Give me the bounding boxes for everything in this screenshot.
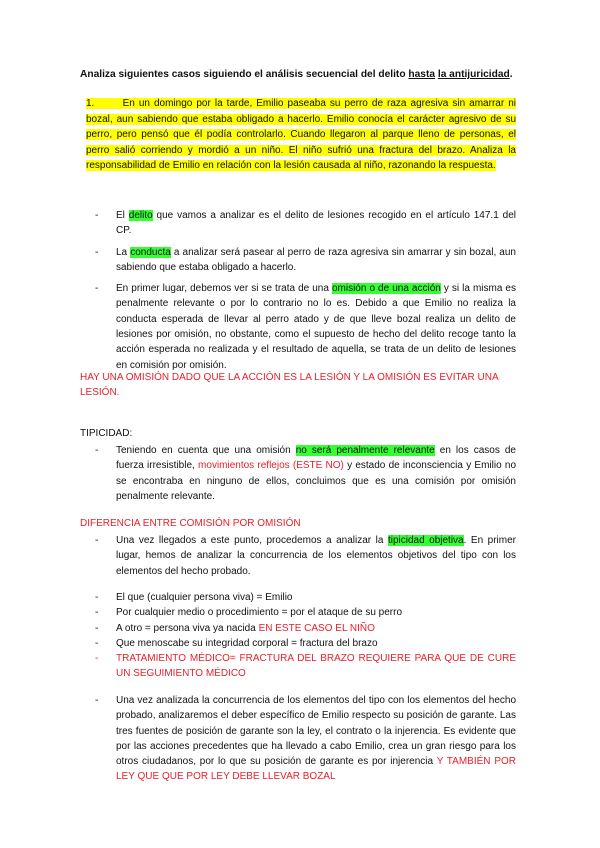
element-item — [86, 605, 516, 620]
title-underlined-hasta: hasta — [408, 69, 436, 80]
red-annotation-nino: EN ESTE CASO EL NIÑO — [258, 622, 375, 634]
highlight-conducta: conducta — [130, 246, 171, 258]
item-text: que vamos a analizar es el delito de lesiones recogido en el artículo 147.1 del CP. — [116, 210, 516, 237]
element-item — [86, 621, 516, 636]
item-text: La — [116, 246, 131, 258]
bullet-dash: - — [95, 283, 99, 295]
diferencia-heading: DIFERENCIA ENTRE COMISIÓN POR OMISIÓN — [80, 518, 301, 529]
highlight-tipicidad-objetiva: tipicidad objetiva — [387, 535, 464, 546]
tipicidad-heading: TIPICIDAD: — [80, 428, 133, 439]
bullet-dash: - — [95, 637, 99, 649]
list-item-garante — [86, 693, 516, 785]
list-item-tipicidad — [86, 443, 516, 504]
list-item-conducta — [86, 245, 516, 276]
analysis-list — [86, 208, 516, 373]
item-text: y si la misma es penalmente relevante o por lo contrario no lo es. Debido a que Emilio no realiza la conducta esperada de llevar al perro atado y de que lleve bozal realiza un delito de lesiones por omisión, no obstante, como el supuesto de hecho del delito recoge tanto la acción esperada no realizada y el resultado de aquella, se trata de un delito de lesiones en comisión por omisión. — [116, 283, 516, 371]
item-text: Una vez analizada la concurrencia de los elementos del tipo con los elementos del hecho probado, analizaremos el deber específico de Emilio respecto su posición de garante. Las tres fuentes de posición de garante son la ley, el contrato o la injerencia. Es evidente que por las acciones precedentes que ha llevado a cabo Emilio, crea un gran riesgo para los otros ciudadanos, por lo que su posición de garante es por injerencia — [116, 695, 516, 768]
bullet-dash: - — [95, 653, 99, 665]
list-item-delito — [86, 208, 516, 239]
bullet-dash: - — [95, 535, 99, 546]
list-item-tipicidad-objetiva — [86, 533, 516, 579]
case-gap — [94, 98, 122, 109]
bullet-dash: - — [95, 607, 99, 619]
element-item — [86, 651, 516, 682]
bullet-dash: - — [95, 210, 99, 221]
elements-list — [86, 590, 516, 682]
item-text: El — [116, 210, 129, 221]
bullet-dash: - — [95, 695, 99, 706]
title-period: . — [509, 69, 513, 80]
diferencia-list — [86, 533, 516, 579]
item-text: En primer lugar, debemos ver si se trata de una — [116, 283, 332, 295]
red-annotation-tratamiento: TRATAMIENTO MÉDICO= FRACTURA DEL BRAZO REQUIERE PARA QUE DE CURE UN SEGUIMIENTO MÉDICO — [116, 653, 516, 680]
highlight-no-relevante: no será penalmente relevante — [295, 445, 435, 456]
highlight-delito: delito — [128, 210, 153, 221]
item-text: Por cualquier medio o procedimiento = por el ataque de su perro — [116, 607, 403, 619]
list-item-omision — [86, 281, 516, 373]
bullet-dash: - — [95, 622, 99, 634]
highlight-omision: omisión o de una acción — [331, 283, 441, 295]
document-title — [80, 69, 540, 80]
case-text: En un domingo por la tarde, Emilio paseaba su perro de raza agresiva sin amarrar ni bozal, aun sabiendo que estaba obligado a hacerlo. Emilio conocía el carácter agresivo de su perro, pero pensó que él podía controlarlo. Cuando llegaron al parque lleno de personas, el perro salió corriendo y mordió a un niño. El niño sufrió una fractura del brazo. Analiza la responsabilidad de Emilio en relación con la lesión causada al niño, razonando la respuesta. — [86, 98, 516, 172]
item-text: a analizar será pasear al perro de raza agresiva sin amarrar y sin bozal, aun sabiendo que estaba obligado a hacerlo. — [116, 246, 516, 273]
tipicidad-list — [86, 443, 516, 504]
item-text: A otro = persona viva ya nacida — [116, 622, 259, 634]
item-text: Que menoscabe su integridad corporal = fractura del brazo — [116, 637, 378, 649]
bullet-dash: - — [95, 592, 99, 603]
item-text: y estado de inconsciencia y Emilio no se encontraba en ninguno de ellos, concluimos que es una comisión por omisión penalmente relevante. — [116, 460, 516, 502]
bullet-dash: - — [95, 445, 99, 456]
item-text: El que (cualquier persona viva) = Emilio — [116, 592, 293, 603]
element-item — [86, 636, 516, 651]
case-number: 1. — [86, 98, 95, 109]
element-item — [86, 590, 516, 605]
title-text: Analiza siguientes casos siguiendo el análisis secuencial del delito — [80, 69, 409, 80]
red-note-omision: HAY UNA OMISIÓN DADO QUE LA ACCIÓN ES LA LESIÓN Y LA OMISIÓN ES EVITAR UNA LESIÓN. — [80, 372, 499, 399]
red-annotation-reflejos: movimientos reflejos (ESTE NO) — [198, 460, 344, 472]
title-underlined-antijuricidad: la antijuricidad — [437, 69, 510, 80]
item-text: Teniendo en cuenta que una omisión — [116, 445, 296, 456]
bullet-dash: - — [95, 246, 99, 258]
case-statement — [86, 96, 516, 174]
item-text: Una vez llegados a este punto, procedemos a analizar la — [116, 535, 388, 546]
item-text: en los casos de fuerza irresistible, — [116, 445, 516, 472]
final-list — [86, 693, 516, 785]
item-text: . En primer lugar, hemos de analizar la concurrencia de los elementos objetivos del tipo con los elementos del hecho probado. — [116, 535, 516, 577]
red-annotation-bozal: Y TAMBIÉN POR LEY QUE QUE POR LEY DEBE LLEVAR BOZAL — [116, 756, 516, 783]
